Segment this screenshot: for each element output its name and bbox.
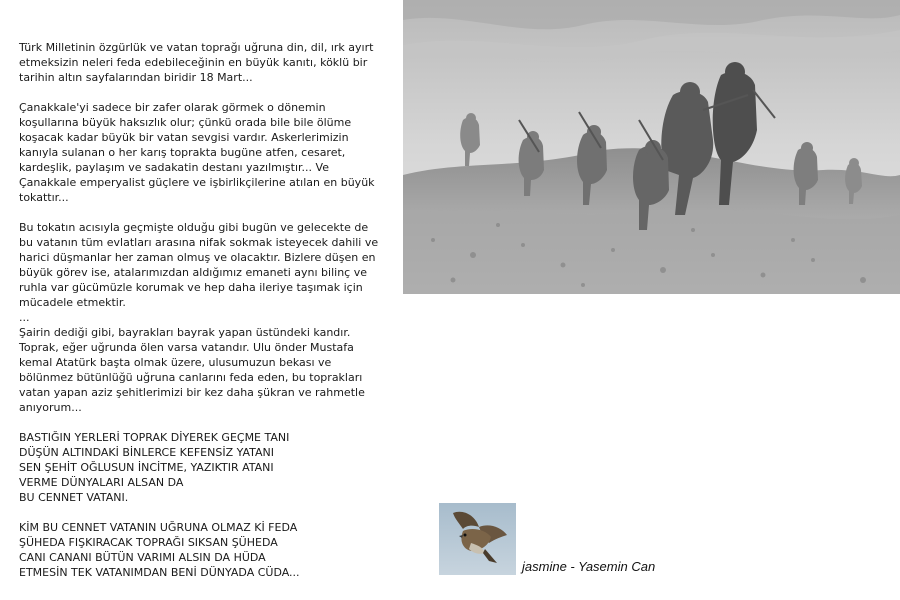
author-name[interactable]: jasmine - Yasemin Can	[522, 559, 656, 574]
soldiers-photo	[403, 0, 900, 294]
bird-icon	[439, 503, 516, 575]
poem-stanza-2: KİM BU CENNET VATANIN UĞRUNA OLMAZ Kİ FEDA ŞÜHEDA FIŞKIRACAK TOPRAĞI SIKSAN ŞÜHEDA CANI CANANI BÜTÜN VARIMI ALSIN DA HÜDA ETMESİN TEK VATANIMDAN BENİ DÜNYADA CÜDA...	[19, 521, 300, 579]
paragraph-duty: Bu tokatın acısıyla geçmişte olduğu gibi bugün ve gelecekte de bu vatanın tüm evlatları arasına nifak sokmak isteyecek dahili ve harici düşmanlar her zaman olmuş ve olacaktır. Bizlere düşen en büyük görev ise, atalarımızdan aldığımız emaneti aynı bilinç ve ruhla var gücümüzle korumak ve hep daha ileriye taşımak için mücadele etmektir.	[19, 221, 379, 309]
article-text	[19, 40, 394, 595]
paragraph-remembrance: ... Şairin dediği gibi, bayrakları bayrak yapan üstündeki kandır. Toprak, eğer uğrunda ölen varsa vatandır. Ulu önder Mustafa kemal Atatürk başta olmak üzere, ulusumuzun bekası ve bölünmez bütünlüğü uğruna canlarını feda eden, bu toprakları vatan yapan aziz şehitlerimizi bir kez daha şükran ve rahmetle anıyorum...	[19, 311, 365, 414]
poem-stanza-1: BASTIĞIN YERLERİ TOPRAK DİYEREK GEÇME TANI DÜŞÜN ALTINDAKİ BİNLERCE KEFENSİZ YATANI SEN ŞEHİT OĞLUSUN İNCİTME, YAZIKTIR ATANI VERME DÜNYALARI ALSAN DA BU CENNET VATANI.	[19, 431, 290, 504]
paragraph-canakkale: Çanakkale'yi sadece bir zafer olarak görmek o dönemin koşullarına büyük haksızlık olur; çünkü orada bile bile ölüme koşacak kadar büyük bir vatan sevgisi vardır. Askerlerimizin kanıyla sulanan o her karış toprakta bugüne atfen, cesaret, kardeşlik, paylaşım ve sadakatin destanı yazılmıştır... Ve Çanakkale emperyalist güçlere ve işbirlikçilerine atılan en büyük tokattır...	[19, 101, 375, 204]
author-avatar[interactable]	[439, 503, 516, 575]
paragraph-intro: Türk Milletinin özgürlük ve vatan toprağı uğruna din, dil, ırk ayırt etmeksizin neleri feda edebileceğinin en büyük kanıtı, köklü bir tarihin altın sayfalarından biridir 18 Mart...	[19, 41, 374, 84]
